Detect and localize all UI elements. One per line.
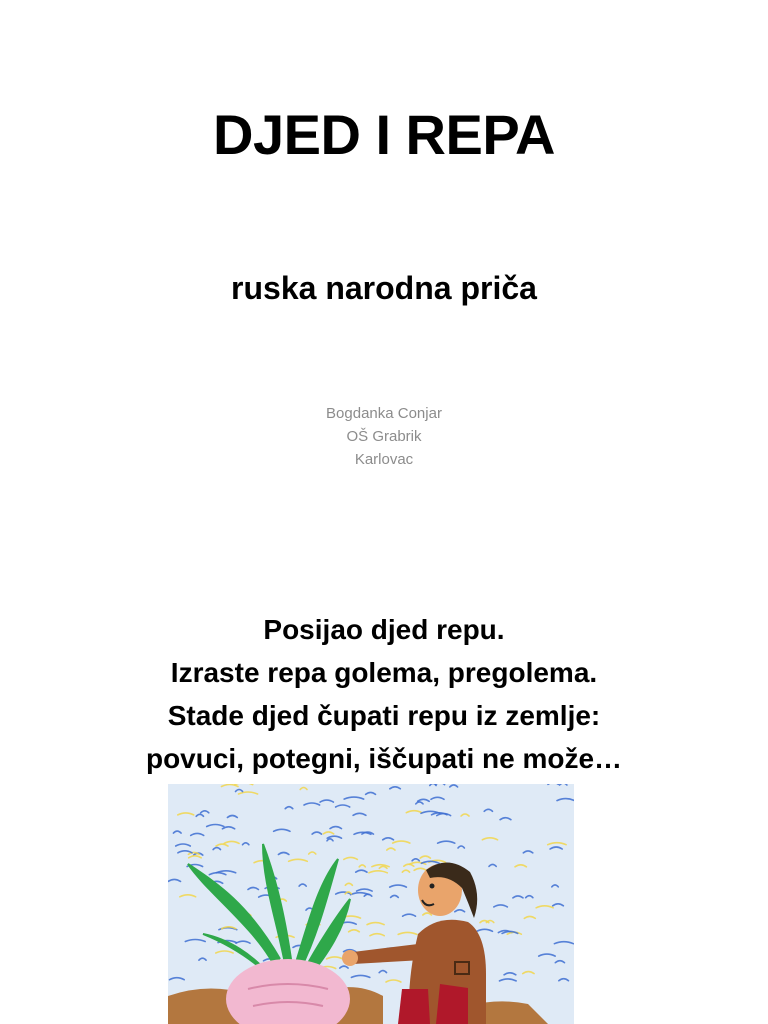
- author-school: OŠ Grabrik: [346, 428, 422, 445]
- author-block: [0, 402, 768, 471]
- grandfather-hand: [342, 950, 358, 966]
- page-subtitle: ruska narodna priča: [231, 270, 537, 306]
- grandfather-eye: [430, 884, 435, 889]
- story-line: povuci, potegni, iščupati ne može…: [145, 743, 623, 774]
- story-line: Stade djed čupati repu iz zemlje:: [167, 700, 601, 731]
- story-line: Izraste repa golema, pregolema.: [170, 657, 598, 688]
- story-illustration: [168, 784, 574, 1024]
- story-line: Posijao djed repu.: [263, 614, 505, 645]
- crayon-drawing-icon: [168, 784, 574, 1024]
- story-text: [0, 608, 768, 780]
- page-title: DJED I REPA: [213, 103, 555, 166]
- grandfather-boot: [398, 989, 430, 1024]
- grandfather-boot: [436, 984, 468, 1024]
- author-city: Karlovac: [354, 451, 414, 468]
- author-name: Bogdanka Conjar: [326, 405, 442, 422]
